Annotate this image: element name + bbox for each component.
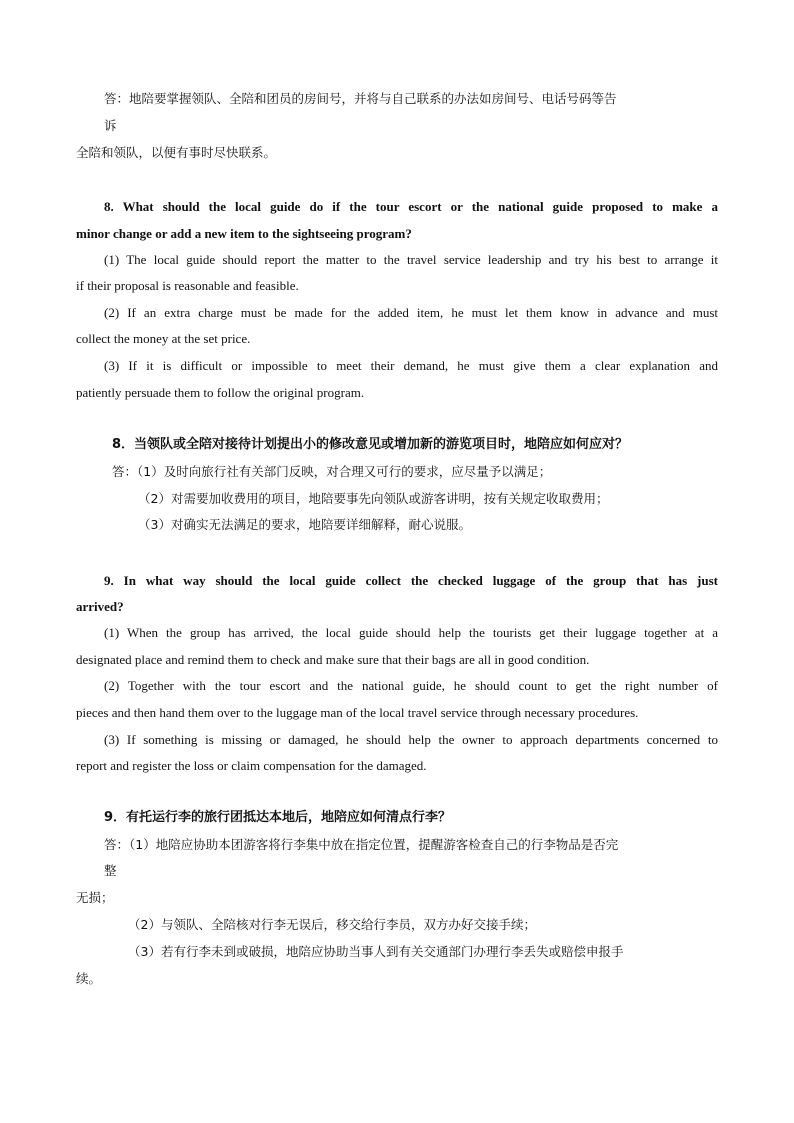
answer7-cn-line3: 全陪和领队，以便有事时尽快联系。 — [76, 145, 277, 160]
q9-cn-answer2: （2）与领队、全陪核对行李无误后，移交给行李员，双方办好交接手续； — [128, 917, 536, 932]
q9-cn-answer3-line1: （3）若有行李未到或破损，地陪应协助当事人到有关交通部门办理行李丢失或赔偿申报手 — [128, 944, 624, 959]
q8-cn-answer3: （3）对确实无法满足的要求，地陪要详细解释，耐心说服。 — [138, 517, 471, 532]
q8-cn-answer2: （2）对需要加收费用的项目，地陪要事先向领队或游客讲明，按有关规定收取费用； — [138, 491, 609, 506]
q8-en-p1-line2: if their proposal is reasonable and feasible. — [76, 278, 299, 293]
q9-cn-answer1-line2: 整 — [104, 863, 117, 878]
q9-en-p2-line1: (2) Together with the tour escort and the national guide, he should count to get the right number of — [104, 678, 718, 693]
q9-cn-answer1-line1: 答：（1）地陪应协助本团游客将行李集中放在指定位置，提醒游客检查自己的行李物品是否完 — [104, 837, 619, 852]
q9-en-p3-line1: (3) If something is missing or damaged, he should help the owner to approach departments concerned to — [104, 732, 718, 747]
q9-en-title-line2: arrived? — [76, 599, 124, 614]
answer7-cn-line1: 答：地陪要掌握领队、全陪和团员的房间号，并将与自己联系的办法如房间号、电话号码等告 — [104, 91, 617, 106]
q9-en-p1-line1: (1) When the group has arrived, the local guide should help the tourists get their luggage together at a — [104, 625, 718, 640]
q8-en-p2-line1: (2) If an extra charge must be made for the added item, he must let them know in advance and must — [104, 305, 718, 320]
q8-en-p3-line2: patiently persuade them to follow the original program. — [76, 385, 365, 400]
answer7-cn-line2: 诉 — [104, 118, 117, 133]
q8-en-p1-line1: (1) The local guide should report the matter to the travel service leadership and try his best to arrange it — [104, 252, 718, 267]
q9-en-p2-line2: pieces and then hand them over to the luggage man of the local travel service through necessary procedures. — [76, 705, 639, 720]
q8-cn-answer1: 答：（1）及时向旅行社有关部门反映，对合理又可行的要求，应尽量予以满足； — [112, 464, 552, 479]
q9-en-p3-line2: report and register the loss or claim compensation for the damaged. — [76, 758, 427, 773]
q8-cn-title: 8．当领队或全陪对接待计划提出小的修改意见或增加新的游览项目时，地陪应如何应对？ — [112, 437, 629, 452]
q9-cn-title: 9．有托运行李的旅行团抵达本地后，地陪应如何清点行李？ — [104, 810, 452, 825]
q9-en-title-line1: 9. In what way should the local guide collect the checked luggage of the group that has just — [104, 573, 718, 588]
q8-en-title-line2: minor change or add a new item to the sightseeing program? — [76, 226, 412, 241]
q9-cn-answer3-line2: 续。 — [76, 971, 102, 986]
q9-en-p1-line2: designated place and remind them to check and make sure that their bags are all in good condition. — [76, 652, 590, 667]
q8-en-title-line1: 8. What should the local guide do if the tour escort or the national guide proposed to make a — [104, 199, 718, 214]
q8-en-p2-line2: collect the money at the set price. — [76, 331, 251, 346]
q9-cn-answer1-line3: 无损； — [76, 890, 114, 905]
q8-en-p3-line1: (3) If it is difficult or impossible to meet their demand, he must give them a clear explanation and — [104, 358, 718, 373]
